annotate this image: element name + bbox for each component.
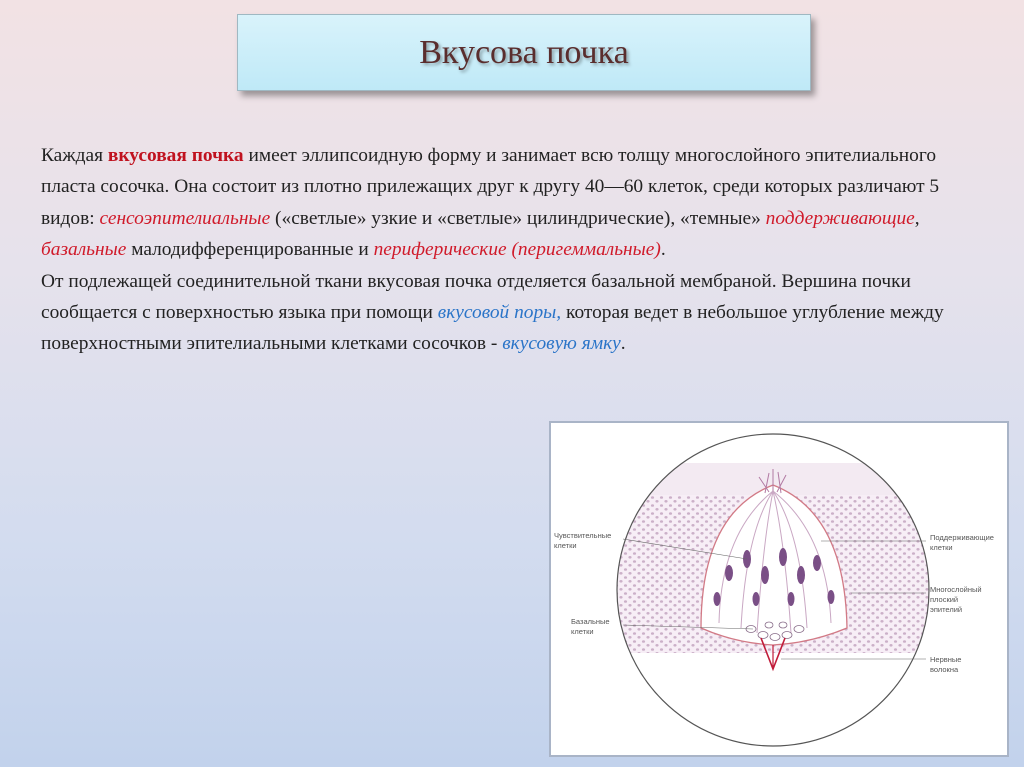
paragraph-1 [41,140,981,266]
label-sensory-cells: Чувствительные клетки [554,531,612,550]
p1-text-4: , [914,207,920,229]
p2-text-2: которая ведет в небольшое углубление между поверхностными эпителиальными клетками сосочков - [41,302,944,355]
term-supporting: поддерживающие [765,207,915,229]
label-nerve-fibers: Нервные волокна [930,655,962,674]
term-taste-pit: вкусовую ямку [502,333,621,355]
term-sensory-epithelial: сенсоэпителиальные [99,207,271,229]
term-taste-bud: вкусовая почка [107,145,244,166]
p1-text-2: имеет эллипсоидную форму и занимает всю толщу многослойного эпителиального пласта сосочка. Она состоит из плотно прилежащих друг к другу 40—60 клеток, среди которых различают 5 видов: [41,145,940,229]
term-peripheral: периферические (перигеммальные) [373,239,661,261]
body-text [41,140,981,360]
label-supporting-cells: Поддерживающие клетки [930,533,994,552]
p1-text-3: («светлые» узкие и «светлые» цилиндрические), «темные» [270,207,766,229]
paragraph-2 [41,266,981,360]
term-taste-pore: вкусовой поры, [437,302,562,324]
p1-text-6: . [660,239,666,261]
p1-text-5: малодифференцированные и [126,239,374,261]
p2-text-1: От подлежащей соединительной ткани вкусовая почка отделяется базальной мембраной. Вершина почки сообщается с поверхностью языка при помощи [41,270,911,324]
label-epithelium: Многослойный плоский эпителий [930,585,982,614]
term-basal: базальные [41,239,127,261]
slide-title: Вкусова почка [419,33,629,71]
p2-text-3: . [620,333,626,355]
title-box [237,14,811,91]
p1-text-1: Каждая [41,145,108,166]
label-basal-cells: Базальные клетки [571,617,610,636]
taste-bud-figure [549,421,1009,757]
